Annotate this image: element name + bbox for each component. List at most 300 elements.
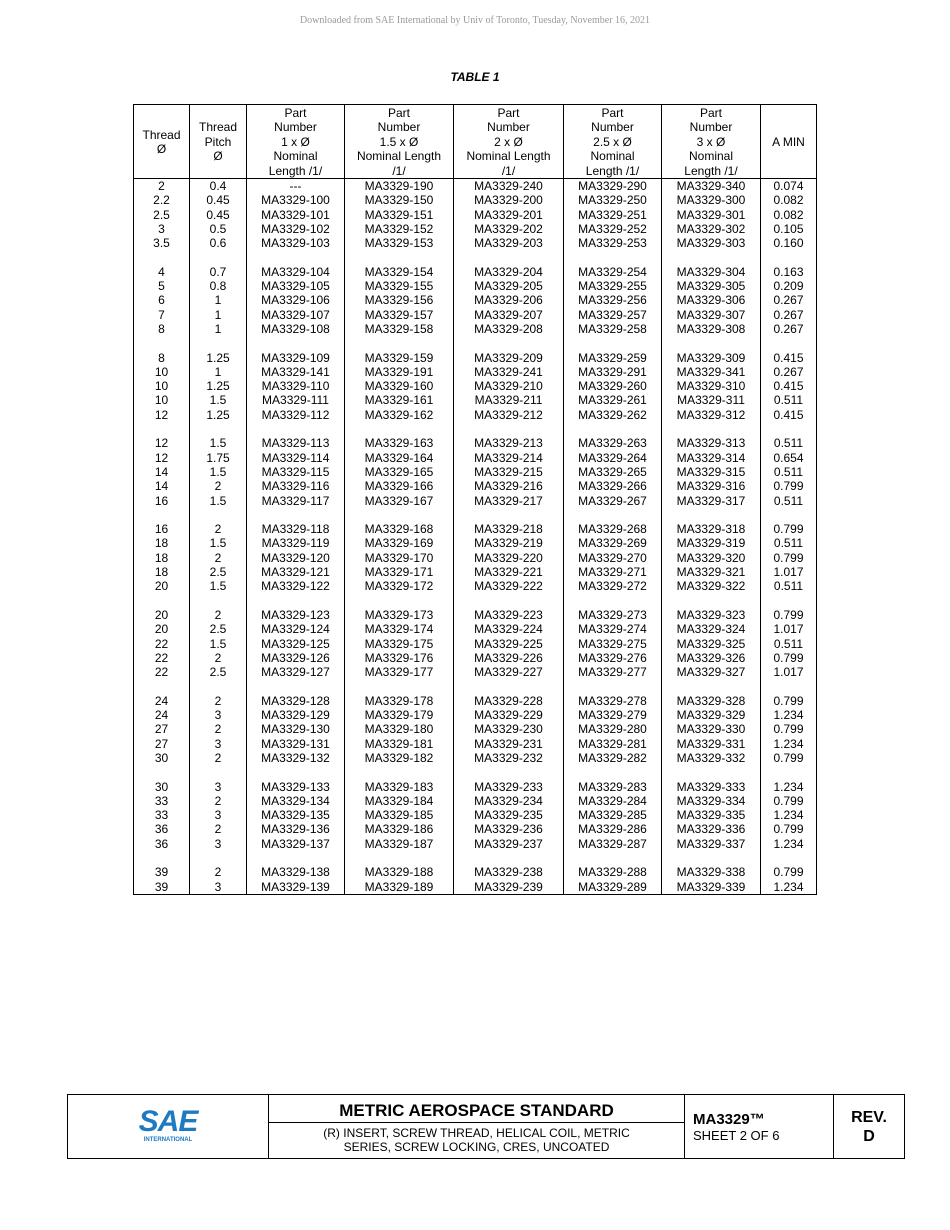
- table-cell: 2: [190, 551, 247, 565]
- table-cell: MA3329-251: [564, 208, 662, 222]
- table-cell: 16: [134, 494, 190, 508]
- column-header: [564, 105, 662, 179]
- table-cell: 1.234: [761, 880, 817, 895]
- column-header-line: Part: [497, 106, 520, 120]
- table-row: [134, 822, 817, 836]
- table-cell: 16: [134, 522, 190, 536]
- table-row: [134, 179, 817, 194]
- revision-label: REV.: [851, 1108, 887, 1126]
- table-cell: 2: [190, 722, 247, 736]
- table-cell: MA3329-290: [564, 179, 662, 194]
- table-cell: MA3329-175: [345, 637, 454, 651]
- table-row: [134, 465, 817, 479]
- table-cell: MA3329-111: [247, 393, 345, 407]
- table-cell: MA3329-165: [345, 465, 454, 479]
- table-cell: 1.234: [761, 808, 817, 822]
- table-row: [134, 236, 817, 250]
- table-cell: MA3329-323: [662, 608, 761, 622]
- spacer-cell: [345, 251, 454, 265]
- table-cell: 0.654: [761, 451, 817, 465]
- column-header-line: Length /1/: [684, 163, 738, 178]
- table-cell: MA3329-260: [564, 379, 662, 393]
- table-cell: MA3329-235: [454, 808, 564, 822]
- table-cell: MA3329-311: [662, 393, 761, 407]
- table-cell: MA3329-119: [247, 536, 345, 550]
- table-cell: 0.799: [761, 865, 817, 879]
- table-cell: MA3329-189: [345, 880, 454, 895]
- table-cell: MA3329-314: [662, 451, 761, 465]
- table-cell: 0.415: [761, 379, 817, 393]
- table-row: [134, 865, 817, 879]
- table-title: TABLE 1: [450, 70, 500, 84]
- table-cell: 3: [134, 222, 190, 236]
- title-block: [67, 1094, 905, 1159]
- group-spacer-row: [134, 508, 817, 522]
- table-cell: 7: [134, 308, 190, 322]
- table-row: [134, 365, 817, 379]
- table-cell: MA3329-160: [345, 379, 454, 393]
- table-cell: MA3329-170: [345, 551, 454, 565]
- download-watermark: Downloaded from SAE International by Univ of Toronto, Tuesday, November 16, 2021: [299, 15, 651, 26]
- table-cell: 0.799: [761, 751, 817, 765]
- table-cell: MA3329-276: [564, 651, 662, 665]
- table-row: [134, 479, 817, 493]
- table-cell: 0.45: [190, 193, 247, 207]
- table-cell: 3: [190, 737, 247, 751]
- table-cell: MA3329-291: [564, 365, 662, 379]
- table-cell: MA3329-168: [345, 522, 454, 536]
- table-cell: MA3329-139: [247, 880, 345, 895]
- table-cell: MA3329-118: [247, 522, 345, 536]
- table-cell: MA3329-285: [564, 808, 662, 822]
- table-cell: 18: [134, 565, 190, 579]
- table-cell: MA3329-239: [454, 880, 564, 895]
- spacer-cell: [662, 765, 761, 779]
- table-cell: 2: [190, 822, 247, 836]
- table-cell: 20: [134, 579, 190, 593]
- table-cell: MA3329-278: [564, 694, 662, 708]
- table-cell: MA3329-172: [345, 579, 454, 593]
- column-header: [345, 105, 454, 179]
- table-cell: 22: [134, 651, 190, 665]
- table-cell: 6: [134, 293, 190, 307]
- table-cell: MA3329-271: [564, 565, 662, 579]
- table-cell: MA3329-315: [662, 465, 761, 479]
- table-cell: 1.017: [761, 665, 817, 679]
- table-cell: MA3329-171: [345, 565, 454, 579]
- table-row: [134, 651, 817, 665]
- spacer-cell: [247, 251, 345, 265]
- table-row: [134, 322, 817, 336]
- table-cell: MA3329-173: [345, 608, 454, 622]
- table-row: [134, 808, 817, 822]
- spacer-cell: [345, 508, 454, 522]
- column-header-line: 1.5 x Ø: [379, 134, 419, 149]
- table-cell: MA3329-103: [247, 236, 345, 250]
- table-cell: MA3329-151: [345, 208, 454, 222]
- table-cell: 1: [190, 293, 247, 307]
- table-cell: MA3329-114: [247, 451, 345, 465]
- table-cell: MA3329-318: [662, 522, 761, 536]
- table-cell: MA3329-176: [345, 651, 454, 665]
- spacer-cell: [454, 851, 564, 865]
- spacer-cell: [134, 336, 190, 350]
- table-cell: 0.799: [761, 794, 817, 808]
- table-cell: MA3329-286: [564, 822, 662, 836]
- table-cell: 2: [190, 694, 247, 708]
- table-cell: MA3329-220: [454, 551, 564, 565]
- table-cell: MA3329-206: [454, 293, 564, 307]
- table-cell: MA3329-254: [564, 265, 662, 279]
- table-cell: MA3329-238: [454, 865, 564, 879]
- table-cell: MA3329-289: [564, 880, 662, 895]
- table-cell: MA3329-213: [454, 436, 564, 450]
- column-header: [454, 105, 564, 179]
- table-cell: 14: [134, 479, 190, 493]
- table-cell: 0.45: [190, 208, 247, 222]
- table-cell: MA3329-313: [662, 436, 761, 450]
- table-cell: 3: [190, 708, 247, 722]
- table-cell: MA3329-339: [662, 880, 761, 895]
- table-cell: 3.5: [134, 236, 190, 250]
- table-cell: MA3329-130: [247, 722, 345, 736]
- table-row: [134, 551, 817, 565]
- table-cell: MA3329-169: [345, 536, 454, 550]
- table-cell: MA3329-338: [662, 865, 761, 879]
- table-cell: 5: [134, 279, 190, 293]
- table-cell: MA3329-129: [247, 708, 345, 722]
- table-cell: MA3329-228: [454, 694, 564, 708]
- table-cell: MA3329-154: [345, 265, 454, 279]
- table-cell: MA3329-257: [564, 308, 662, 322]
- spacer-cell: [134, 594, 190, 608]
- table-cell: MA3329-127: [247, 665, 345, 679]
- table-cell: 2.5: [190, 622, 247, 636]
- table-cell: MA3329-302: [662, 222, 761, 236]
- table-row: [134, 780, 817, 794]
- table-cell: MA3329-104: [247, 265, 345, 279]
- table-cell: MA3329-181: [345, 737, 454, 751]
- table-cell: MA3329-138: [247, 865, 345, 879]
- table-cell: MA3329-261: [564, 393, 662, 407]
- spacer-cell: [454, 765, 564, 779]
- table-cell: MA3329-310: [662, 379, 761, 393]
- table-cell: MA3329-237: [454, 837, 564, 851]
- spacer-cell: [247, 765, 345, 779]
- table-cell: 2: [190, 522, 247, 536]
- table-cell: MA3329-219: [454, 536, 564, 550]
- table-cell: MA3329-305: [662, 279, 761, 293]
- description-line-1: (R) INSERT, SCREW THREAD, HELICAL COIL, METRIC: [323, 1125, 630, 1140]
- table-cell: MA3329-333: [662, 780, 761, 794]
- table-cell: 3: [190, 880, 247, 895]
- spacer-cell: [761, 594, 817, 608]
- spacer-cell: [345, 336, 454, 350]
- table-cell: MA3329-150: [345, 193, 454, 207]
- table-cell: MA3329-214: [454, 451, 564, 465]
- spacer-cell: [761, 422, 817, 436]
- table-cell: 0.267: [761, 293, 817, 307]
- table-cell: 1.5: [190, 494, 247, 508]
- table-cell: MA3329-336: [662, 822, 761, 836]
- table-cell: MA3329-258: [564, 322, 662, 336]
- table-cell: 0.799: [761, 651, 817, 665]
- table-cell: MA3329-188: [345, 865, 454, 879]
- table-cell: 0.415: [761, 408, 817, 422]
- spacer-cell: [190, 508, 247, 522]
- table-cell: MA3329-307: [662, 308, 761, 322]
- column-header-line: Ø: [156, 142, 167, 157]
- table-cell: 0.209: [761, 279, 817, 293]
- table-row: [134, 565, 817, 579]
- spacer-cell: [190, 251, 247, 265]
- column-header-line: 3 x Ø: [696, 134, 726, 149]
- table-cell: 1.5: [190, 465, 247, 479]
- table-cell: MA3329-259: [564, 351, 662, 365]
- table-cell: MA3329-330: [662, 722, 761, 736]
- table-cell: MA3329-255: [564, 279, 662, 293]
- column-header-line: Part: [284, 106, 307, 120]
- column-header-line: Length /1/: [268, 163, 323, 178]
- table-cell: MA3329-167: [345, 494, 454, 508]
- group-spacer-row: [134, 765, 817, 779]
- table-row: [134, 622, 817, 636]
- spacer-cell: [134, 251, 190, 265]
- table-cell: MA3329-158: [345, 322, 454, 336]
- spacer-cell: [190, 422, 247, 436]
- table-cell: 2.5: [134, 208, 190, 222]
- table-cell: MA3329-253: [564, 236, 662, 250]
- table-cell: 3: [190, 780, 247, 794]
- table-cell: MA3329-186: [345, 822, 454, 836]
- table-cell: MA3329-301: [662, 208, 761, 222]
- table-cell: MA3329-183: [345, 780, 454, 794]
- table-cell: 0.799: [761, 551, 817, 565]
- table-cell: 0.799: [761, 522, 817, 536]
- table-cell: 1.5: [190, 536, 247, 550]
- table-cell: MA3329-116: [247, 479, 345, 493]
- table-cell: MA3329-174: [345, 622, 454, 636]
- table-cell: MA3329-319: [662, 536, 761, 550]
- table-cell: MA3329-273: [564, 608, 662, 622]
- table-cell: MA3329-331: [662, 737, 761, 751]
- table-cell: MA3329-309: [662, 351, 761, 365]
- column-header: [190, 105, 247, 179]
- spacer-cell: [662, 679, 761, 693]
- table-cell: MA3329-120: [247, 551, 345, 565]
- table-cell: 8: [134, 322, 190, 336]
- table-cell: MA3329-287: [564, 837, 662, 851]
- table-cell: MA3329-324: [662, 622, 761, 636]
- table-cell: MA3329-208: [454, 322, 564, 336]
- table-cell: MA3329-231: [454, 737, 564, 751]
- spacer-cell: [454, 679, 564, 693]
- spacer-cell: [761, 765, 817, 779]
- group-spacer-row: [134, 422, 817, 436]
- table-cell: MA3329-306: [662, 293, 761, 307]
- table-cell: MA3329-341: [662, 365, 761, 379]
- spacer-cell: [761, 508, 817, 522]
- table-cell: 3: [190, 837, 247, 851]
- table-cell: 0.511: [761, 579, 817, 593]
- column-header-line: 2.5 x Ø: [593, 134, 632, 149]
- spacer-cell: [564, 422, 662, 436]
- column-header: [761, 105, 817, 179]
- table-cell: 0.160: [761, 236, 817, 250]
- table-cell: MA3329-187: [345, 837, 454, 851]
- table-cell: MA3329-317: [662, 494, 761, 508]
- table-cell: 27: [134, 737, 190, 751]
- table-header-row: [134, 105, 817, 179]
- spacer-cell: [247, 679, 345, 693]
- table-cell: 22: [134, 637, 190, 651]
- table-cell: MA3329-136: [247, 822, 345, 836]
- table-cell: 10: [134, 379, 190, 393]
- table-cell: MA3329-284: [564, 794, 662, 808]
- table-cell: 1.5: [190, 436, 247, 450]
- spacer-cell: [662, 851, 761, 865]
- table-cell: MA3329-106: [247, 293, 345, 307]
- table-cell: 2: [134, 179, 190, 194]
- column-header-line: Thread: [198, 120, 238, 135]
- table-cell: 2.2: [134, 193, 190, 207]
- table-cell: MA3329-190: [345, 179, 454, 194]
- table-cell: 1.25: [190, 351, 247, 365]
- spacer-cell: [190, 336, 247, 350]
- table-row: [134, 708, 817, 722]
- table-cell: MA3329-263: [564, 436, 662, 450]
- table-cell: MA3329-105: [247, 279, 345, 293]
- table-cell: 12: [134, 451, 190, 465]
- column-header-line: Nominal Length: [356, 149, 442, 164]
- table-cell: MA3329-203: [454, 236, 564, 250]
- table-cell: MA3329-216: [454, 479, 564, 493]
- column-header-line: Number: [377, 120, 421, 135]
- spacer-cell: [454, 594, 564, 608]
- table-cell: 0.511: [761, 465, 817, 479]
- sae-logo-subtext: INTERNATIONAL: [143, 1136, 193, 1143]
- table-cell: 3: [190, 808, 247, 822]
- table-cell: MA3329-133: [247, 780, 345, 794]
- table-cell: 0.511: [761, 436, 817, 450]
- table-cell: 0.074: [761, 179, 817, 194]
- table-cell: 24: [134, 708, 190, 722]
- table-cell: 30: [134, 751, 190, 765]
- table-cell: 22: [134, 665, 190, 679]
- table-cell: 1.5: [190, 579, 247, 593]
- spacer-cell: [134, 679, 190, 693]
- table-cell: MA3329-335: [662, 808, 761, 822]
- table-cell: MA3329-137: [247, 837, 345, 851]
- table-row: [134, 880, 817, 895]
- table-cell: 4: [134, 265, 190, 279]
- spacer-cell: [761, 679, 817, 693]
- table-body: [134, 179, 817, 895]
- table-row: [134, 222, 817, 236]
- spacer-cell: [134, 851, 190, 865]
- table-cell: 0.267: [761, 365, 817, 379]
- table-row: [134, 379, 817, 393]
- spacer-cell: [662, 594, 761, 608]
- spacer-cell: [761, 336, 817, 350]
- table-cell: 0.511: [761, 494, 817, 508]
- table-row: [134, 494, 817, 508]
- table-cell: MA3329-308: [662, 322, 761, 336]
- logo-cell: [68, 1095, 269, 1159]
- table-cell: MA3329-224: [454, 622, 564, 636]
- revision-cell: [834, 1095, 905, 1159]
- spacer-cell: [761, 251, 817, 265]
- table-cell: MA3329-100: [247, 193, 345, 207]
- table-cell: 0.5: [190, 222, 247, 236]
- table-cell: MA3329-334: [662, 794, 761, 808]
- table-cell: MA3329-109: [247, 351, 345, 365]
- column-header-line: Nominal: [688, 149, 733, 164]
- table-cell: 0.415: [761, 351, 817, 365]
- column-header-line: Length /1/: [585, 163, 640, 178]
- table-cell: MA3329-234: [454, 794, 564, 808]
- table-row: [134, 293, 817, 307]
- spacer-cell: [761, 851, 817, 865]
- spacer-cell: [190, 679, 247, 693]
- spacer-cell: [247, 594, 345, 608]
- spacer-cell: [454, 251, 564, 265]
- table-cell: MA3329-153: [345, 236, 454, 250]
- table-row: [134, 637, 817, 651]
- column-header-line: Nominal Length: [466, 149, 551, 164]
- sae-logo: [138, 1104, 198, 1144]
- table-cell: MA3329-131: [247, 737, 345, 751]
- spacer-cell: [247, 851, 345, 865]
- table-cell: MA3329-101: [247, 208, 345, 222]
- table-cell: 2: [190, 479, 247, 493]
- table-cell: MA3329-117: [247, 494, 345, 508]
- table-row: [134, 608, 817, 622]
- spacer-cell: [247, 422, 345, 436]
- spacer-cell: [564, 336, 662, 350]
- table-cell: MA3329-280: [564, 722, 662, 736]
- table-cell: 2: [190, 794, 247, 808]
- spacer-cell: [662, 508, 761, 522]
- column-header-line: Number: [274, 120, 317, 135]
- table-cell: 33: [134, 808, 190, 822]
- column-header: [662, 105, 761, 179]
- column-header-line: Part: [387, 106, 410, 120]
- column-header-line: /1/: [392, 163, 406, 178]
- spacer-cell: [662, 336, 761, 350]
- table-cell: MA3329-102: [247, 222, 345, 236]
- table-cell: ---: [247, 179, 345, 194]
- table-cell: MA3329-211: [454, 393, 564, 407]
- group-spacer-row: [134, 594, 817, 608]
- table-cell: 12: [134, 436, 190, 450]
- table-row: [134, 751, 817, 765]
- table-cell: MA3329-152: [345, 222, 454, 236]
- sae-logo-text: SAE: [138, 1104, 198, 1138]
- table-cell: MA3329-222: [454, 579, 564, 593]
- table-cell: MA3329-232: [454, 751, 564, 765]
- sheet-number: SHEET 2 OF 6: [693, 1127, 780, 1143]
- table-cell: 1: [190, 308, 247, 322]
- table-cell: MA3329-207: [454, 308, 564, 322]
- table-row: [134, 408, 817, 422]
- table-cell: 8: [134, 351, 190, 365]
- table-cell: MA3329-279: [564, 708, 662, 722]
- table-cell: MA3329-300: [662, 193, 761, 207]
- table-cell: 10: [134, 393, 190, 407]
- column-header-line: Number: [487, 120, 530, 135]
- table-cell: 1.25: [190, 379, 247, 393]
